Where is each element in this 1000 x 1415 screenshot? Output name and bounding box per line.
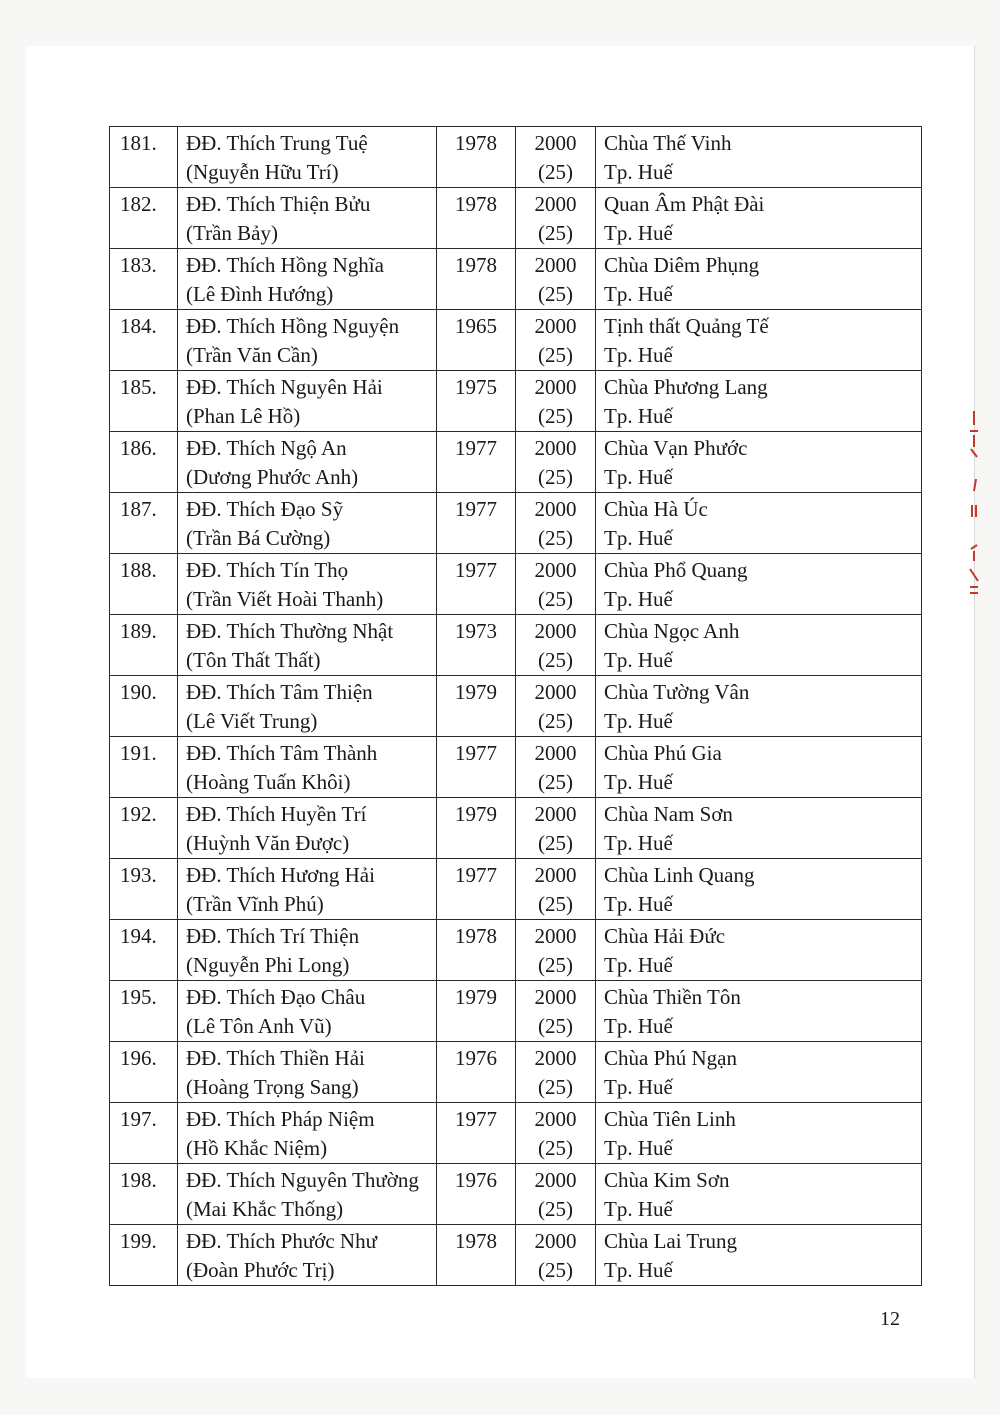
temple-name: Chùa Thiền Tôn — [604, 985, 741, 1009]
ordination-year: 2000 — [534, 1229, 577, 1253]
row-number: 195. — [120, 985, 157, 1009]
row-number-cell — [110, 615, 178, 676]
row-number-cell — [110, 737, 178, 798]
row-number-cell — [110, 1225, 178, 1286]
birth-year-cell — [437, 1225, 516, 1286]
birth-year: 1978 — [455, 1229, 497, 1253]
ordination-cell — [516, 371, 596, 432]
temple-name: Chùa Kim Sơn — [604, 1168, 730, 1192]
lay-name: (Nguyễn Hữu Trí) — [186, 160, 339, 184]
city-name: Tp. Huế — [604, 465, 673, 489]
table-row — [110, 981, 922, 1042]
ordination-age: (25) — [538, 1075, 573, 1099]
row-number: 187. — [120, 497, 157, 521]
birth-year-cell — [437, 1103, 516, 1164]
birth-year: 1976 — [455, 1046, 497, 1070]
table-row — [110, 1103, 922, 1164]
birth-year-cell — [437, 554, 516, 615]
row-number-cell — [110, 188, 178, 249]
temple-name: Chùa Tường Vân — [604, 680, 750, 704]
table-row — [110, 554, 922, 615]
row-number-cell — [110, 554, 178, 615]
birth-year-cell — [437, 127, 516, 188]
birth-year: 1978 — [455, 924, 497, 948]
row-number: 182. — [120, 192, 157, 216]
birth-year-cell — [437, 1164, 516, 1225]
name-cell — [178, 798, 437, 859]
name-cell — [178, 493, 437, 554]
row-number: 199. — [120, 1229, 157, 1253]
lay-name: (Hoàng Tuấn Khôi) — [186, 770, 351, 794]
ordination-year: 2000 — [534, 1107, 577, 1131]
name-cell — [178, 1164, 437, 1225]
dharma-name: ĐĐ. Thích Nguyên Hải — [186, 375, 383, 399]
city-name: Tp. Huế — [604, 648, 673, 672]
dharma-name: ĐĐ. Thích Hương Hải — [186, 863, 375, 887]
temple-cell — [596, 1103, 922, 1164]
name-cell — [178, 1103, 437, 1164]
temple-cell — [596, 1164, 922, 1225]
temple-name: Chùa Phú Ngạn — [604, 1046, 737, 1070]
table-row — [110, 188, 922, 249]
temple-cell — [596, 798, 922, 859]
row-number-cell — [110, 676, 178, 737]
ordination-cell — [516, 1042, 596, 1103]
dharma-name: ĐĐ. Thích Thiện Bửu — [186, 192, 371, 216]
row-number: 193. — [120, 863, 157, 887]
ordination-year: 2000 — [534, 802, 577, 826]
row-number: 183. — [120, 253, 157, 277]
table-row — [110, 1225, 922, 1286]
ordination-cell — [516, 798, 596, 859]
ordination-age: (25) — [538, 1136, 573, 1160]
ordination-cell — [516, 188, 596, 249]
temple-name: Quan Âm Phật Đài — [604, 192, 765, 216]
ordination-cell — [516, 920, 596, 981]
ordination-cell — [516, 554, 596, 615]
ordination-age: (25) — [538, 1014, 573, 1038]
row-number-cell — [110, 310, 178, 371]
city-name: Tp. Huế — [604, 1014, 673, 1038]
row-number: 190. — [120, 680, 157, 704]
lay-name: (Trần Bảy) — [186, 221, 278, 245]
table-row — [110, 920, 922, 981]
ordination-cell — [516, 1103, 596, 1164]
city-name: Tp. Huế — [604, 587, 673, 611]
temple-cell — [596, 188, 922, 249]
dharma-name: ĐĐ. Thích Hồng Nguyện — [186, 314, 400, 338]
ordination-year: 2000 — [534, 1168, 577, 1192]
ordination-age: (25) — [538, 953, 573, 977]
name-cell — [178, 371, 437, 432]
margin-stamp-marks — [962, 405, 986, 605]
ordination-cell — [516, 1225, 596, 1286]
lay-name: (Trần Bá Cường) — [186, 526, 331, 550]
temple-cell — [596, 1225, 922, 1286]
ordination-age: (25) — [538, 343, 573, 367]
row-number: 188. — [120, 558, 157, 582]
city-name: Tp. Huế — [604, 282, 673, 306]
birth-year-cell — [437, 920, 516, 981]
ordination-year: 2000 — [534, 253, 577, 277]
temple-cell — [596, 737, 922, 798]
temple-name: Chùa Thế Vinh — [604, 131, 732, 155]
ordination-year: 2000 — [534, 863, 577, 887]
ordination-age: (25) — [538, 709, 573, 733]
ordination-cell — [516, 249, 596, 310]
dharma-name: ĐĐ. Thích Tâm Thành — [186, 741, 378, 765]
row-number-cell — [110, 920, 178, 981]
birth-year: 1977 — [455, 558, 497, 582]
ordination-cell — [516, 737, 596, 798]
temple-cell — [596, 615, 922, 676]
ordination-age: (25) — [538, 1197, 573, 1221]
city-name: Tp. Huế — [604, 160, 673, 184]
table-row — [110, 1164, 922, 1225]
dharma-name: ĐĐ. Thích Thiền Hải — [186, 1046, 365, 1070]
lay-name: (Mai Khắc Thống) — [186, 1197, 344, 1221]
name-cell — [178, 188, 437, 249]
lay-name: (Nguyễn Phi Long) — [186, 953, 350, 977]
lay-name: (Lê Viết Trung) — [186, 709, 318, 733]
name-cell — [178, 920, 437, 981]
temple-cell — [596, 676, 922, 737]
ordination-age: (25) — [538, 770, 573, 794]
name-cell — [178, 676, 437, 737]
city-name: Tp. Huế — [604, 526, 673, 550]
dharma-name: ĐĐ. Thích Pháp Niệm — [186, 1107, 375, 1131]
lay-name: (Đoàn Phước Trị) — [186, 1258, 335, 1282]
birth-year: 1975 — [455, 375, 497, 399]
ordination-year: 2000 — [534, 924, 577, 948]
birth-year-cell — [437, 981, 516, 1042]
table-row — [110, 127, 922, 188]
temple-cell — [596, 493, 922, 554]
temple-cell — [596, 981, 922, 1042]
row-number: 194. — [120, 924, 157, 948]
city-name: Tp. Huế — [604, 221, 673, 245]
temple-name: Chùa Vạn Phước — [604, 436, 748, 460]
city-name: Tp. Huế — [604, 1258, 673, 1282]
lay-name: (Huỳnh Văn Được) — [186, 831, 350, 855]
temple-name: Chùa Hải Đức — [604, 924, 726, 948]
dharma-name: ĐĐ. Thích Tín Thọ — [186, 558, 349, 582]
birth-year: 1973 — [455, 619, 497, 643]
table-row — [110, 1042, 922, 1103]
lay-name: (Lê Đình Hướng) — [186, 282, 334, 306]
dharma-name: ĐĐ. Thích Thường Nhật — [186, 619, 394, 643]
birth-year-cell — [437, 310, 516, 371]
birth-year-cell — [437, 493, 516, 554]
table-row — [110, 737, 922, 798]
row-number: 184. — [120, 314, 157, 338]
ordination-cell — [516, 615, 596, 676]
temple-name: Chùa Tiên Linh — [604, 1107, 736, 1131]
row-number: 189. — [120, 619, 157, 643]
dharma-name: ĐĐ. Thích Phước Như — [186, 1229, 377, 1253]
name-cell — [178, 310, 437, 371]
temple-cell — [596, 432, 922, 493]
ordination-year: 2000 — [534, 619, 577, 643]
birth-year: 1978 — [455, 253, 497, 277]
lay-name: (Dương Phước Anh) — [186, 465, 359, 489]
dharma-name: ĐĐ. Thích Tâm Thiện — [186, 680, 373, 704]
ordination-age: (25) — [538, 404, 573, 428]
temple-name: Chùa Phương Lang — [604, 375, 768, 399]
monk-register-table — [109, 126, 922, 1286]
dharma-name: ĐĐ. Thích Trung Tuệ — [186, 131, 368, 155]
ordination-year: 2000 — [534, 192, 577, 216]
row-number: 186. — [120, 436, 157, 460]
ordination-year: 2000 — [534, 741, 577, 765]
birth-year-cell — [437, 615, 516, 676]
birth-year-cell — [437, 798, 516, 859]
city-name: Tp. Huế — [604, 1197, 673, 1221]
row-number-cell — [110, 371, 178, 432]
row-number-cell — [110, 1042, 178, 1103]
city-name: Tp. Huế — [604, 953, 673, 977]
dharma-name: ĐĐ. Thích Nguyên Thường — [186, 1168, 419, 1192]
temple-name: Chùa Ngọc Anh — [604, 619, 740, 643]
name-cell — [178, 1042, 437, 1103]
ordination-age: (25) — [538, 160, 573, 184]
ordination-year: 2000 — [534, 558, 577, 582]
ordination-cell — [516, 493, 596, 554]
dharma-name: ĐĐ. Thích Huyền Trí — [186, 802, 367, 826]
ordination-cell — [516, 127, 596, 188]
dharma-name: ĐĐ. Thích Hồng Nghĩa — [186, 253, 384, 277]
temple-cell — [596, 249, 922, 310]
ordination-cell — [516, 1164, 596, 1225]
ordination-cell — [516, 981, 596, 1042]
row-number: 191. — [120, 741, 157, 765]
lay-name: (Trần Viết Hoài Thanh) — [186, 587, 384, 611]
row-number-cell — [110, 798, 178, 859]
city-name: Tp. Huế — [604, 343, 673, 367]
birth-year: 1978 — [455, 192, 497, 216]
row-number: 198. — [120, 1168, 157, 1192]
name-cell — [178, 1225, 437, 1286]
ordination-cell — [516, 859, 596, 920]
row-number-cell — [110, 1103, 178, 1164]
page-number: 12 — [880, 1308, 900, 1330]
table-row — [110, 676, 922, 737]
name-cell — [178, 554, 437, 615]
table-row — [110, 615, 922, 676]
dharma-name: ĐĐ. Thích Ngộ An — [186, 436, 347, 460]
ordination-age: (25) — [538, 587, 573, 611]
birth-year-cell — [437, 1042, 516, 1103]
birth-year: 1978 — [455, 131, 497, 155]
name-cell — [178, 432, 437, 493]
birth-year: 1976 — [455, 1168, 497, 1192]
birth-year-cell — [437, 432, 516, 493]
temple-name: Chùa Diêm Phụng — [604, 253, 760, 277]
temple-cell — [596, 1042, 922, 1103]
lay-name: (Trần Văn Cần) — [186, 343, 318, 367]
row-number-cell — [110, 432, 178, 493]
ordination-year: 2000 — [534, 375, 577, 399]
ordination-year: 2000 — [534, 1046, 577, 1070]
name-cell — [178, 127, 437, 188]
birth-year: 1977 — [455, 1107, 497, 1131]
name-cell — [178, 981, 437, 1042]
ordination-year: 2000 — [534, 680, 577, 704]
birth-year-cell — [437, 371, 516, 432]
dharma-name: ĐĐ. Thích Trí Thiện — [186, 924, 360, 948]
table-row — [110, 249, 922, 310]
birth-year: 1965 — [455, 314, 497, 338]
temple-name: Chùa Phổ Quang — [604, 558, 748, 582]
city-name: Tp. Huế — [604, 892, 673, 916]
birth-year: 1979 — [455, 985, 497, 1009]
ordination-year: 2000 — [534, 131, 577, 155]
row-number: 196. — [120, 1046, 157, 1070]
birth-year: 1977 — [455, 436, 497, 460]
row-number: 181. — [120, 131, 157, 155]
ordination-cell — [516, 432, 596, 493]
birth-year: 1977 — [455, 497, 497, 521]
row-number: 185. — [120, 375, 157, 399]
dharma-name: ĐĐ. Thích Đạo Châu — [186, 985, 366, 1009]
temple-name: Chùa Lai Trung — [604, 1229, 738, 1253]
ordination-year: 2000 — [534, 314, 577, 338]
ordination-age: (25) — [538, 282, 573, 306]
birth-year-cell — [437, 249, 516, 310]
table-row — [110, 859, 922, 920]
temple-cell — [596, 371, 922, 432]
lay-name: (Lê Tôn Anh Vũ) — [186, 1014, 332, 1038]
ordination-age: (25) — [538, 892, 573, 916]
table-row — [110, 371, 922, 432]
city-name: Tp. Huế — [604, 404, 673, 428]
temple-cell — [596, 310, 922, 371]
temple-cell — [596, 920, 922, 981]
temple-name: Chùa Linh Quang — [604, 863, 755, 887]
row-number-cell — [110, 493, 178, 554]
ordination-cell — [516, 676, 596, 737]
table-row — [110, 310, 922, 371]
table-row — [110, 432, 922, 493]
ordination-age: (25) — [538, 465, 573, 489]
temple-cell — [596, 127, 922, 188]
name-cell — [178, 737, 437, 798]
ordination-age: (25) — [538, 831, 573, 855]
temple-name: Chùa Nam Sơn — [604, 802, 733, 826]
ordination-age: (25) — [538, 221, 573, 245]
row-number-cell — [110, 859, 178, 920]
row-number: 192. — [120, 802, 157, 826]
ordination-year: 2000 — [534, 436, 577, 460]
dharma-name: ĐĐ. Thích Đạo Sỹ — [186, 497, 344, 521]
birth-year-cell — [437, 676, 516, 737]
temple-name: Tịnh thất Quảng Tế — [604, 314, 769, 338]
birth-year: 1977 — [455, 863, 497, 887]
lay-name: (Hoàng Trọng Sang) — [186, 1075, 359, 1099]
birth-year: 1979 — [455, 680, 497, 704]
birth-year-cell — [437, 737, 516, 798]
birth-year: 1979 — [455, 802, 497, 826]
temple-name: Chùa Phú Gia — [604, 741, 722, 765]
ordination-year: 2000 — [534, 985, 577, 1009]
name-cell — [178, 615, 437, 676]
birth-year-cell — [437, 188, 516, 249]
temple-cell — [596, 554, 922, 615]
table-row — [110, 493, 922, 554]
city-name: Tp. Huế — [604, 831, 673, 855]
lay-name: (Hồ Khắc Niệm) — [186, 1136, 328, 1160]
table-row — [110, 798, 922, 859]
name-cell — [178, 249, 437, 310]
birth-year: 1977 — [455, 741, 497, 765]
lay-name: (Phan Lê Hồ) — [186, 404, 301, 428]
row-number: 197. — [120, 1107, 157, 1131]
city-name: Tp. Huế — [604, 1136, 673, 1160]
city-name: Tp. Huế — [604, 709, 673, 733]
row-number-cell — [110, 981, 178, 1042]
row-number-cell — [110, 249, 178, 310]
name-cell — [178, 859, 437, 920]
ordination-age: (25) — [538, 648, 573, 672]
ordination-year: 2000 — [534, 497, 577, 521]
city-name: Tp. Huế — [604, 770, 673, 794]
row-number-cell — [110, 127, 178, 188]
birth-year-cell — [437, 859, 516, 920]
city-name: Tp. Huế — [604, 1075, 673, 1099]
table-body — [110, 127, 922, 1286]
row-number-cell — [110, 1164, 178, 1225]
lay-name: (Trần Vĩnh Phú) — [186, 892, 324, 916]
temple-cell — [596, 859, 922, 920]
temple-name: Chùa Hà Úc — [604, 497, 708, 521]
ordination-cell — [516, 310, 596, 371]
ordination-age: (25) — [538, 1258, 573, 1282]
ordination-age: (25) — [538, 526, 573, 550]
lay-name: (Tôn Thất Thất) — [186, 648, 321, 672]
